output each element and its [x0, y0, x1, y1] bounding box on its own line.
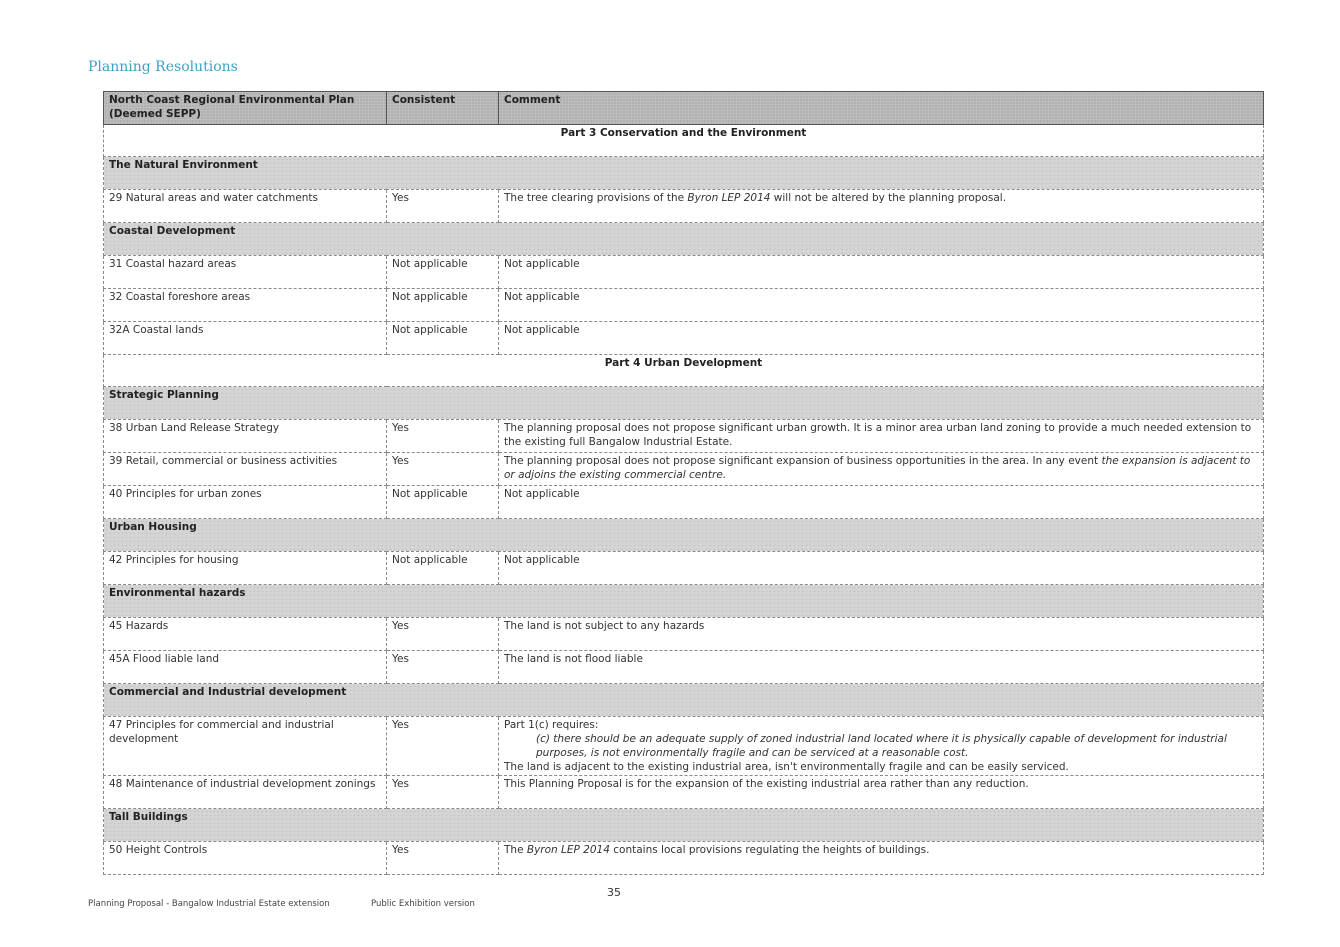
clause-cell: 32 Coastal foreshore areas — [104, 289, 387, 322]
consistent-cell: Yes — [387, 618, 499, 651]
consistent-cell: Yes — [387, 190, 499, 223]
clause-cell: 45 Hazards — [104, 618, 387, 651]
comment-conclusion: The land is adjacent to the existing industrial area, isn't environmentally fragile and can be easily serviced. — [504, 761, 1069, 773]
comment-cell: The planning proposal does not propose significant urban growth. It is a minor area urban land zoning to provide a much needed extension to the existing full Bangalow Industrial Estate. — [499, 420, 1264, 453]
footer-version: Public Exhibition version — [371, 899, 475, 909]
section-strategic-planning: Strategic Planning — [104, 387, 1264, 420]
consistent-cell: Yes — [387, 453, 499, 486]
clause-cell: 31 Coastal hazard areas — [104, 256, 387, 289]
clause-cell: 50 Height Controls — [104, 842, 387, 875]
part-3-heading: Part 3 Conservation and the Environment — [104, 125, 1264, 157]
consistent-cell: Not applicable — [387, 552, 499, 585]
table-row — [104, 190, 1264, 223]
comment-quote: (c) there should be an adequate supply of zoned industrial land located where it is physically capable of development for industrial purposes, is not environmentally fragile and can be serviced at a reasonable cost. — [536, 733, 1227, 759]
consistent-cell: Yes — [387, 776, 499, 809]
section-row — [104, 585, 1264, 618]
table-row — [104, 453, 1264, 486]
clause-cell: 39 Retail, commercial or business activities — [104, 453, 387, 486]
comment-cell: Not applicable — [499, 322, 1264, 355]
section-tall-buildings: Tall Buildings — [104, 809, 1264, 842]
consistent-cell: Not applicable — [387, 322, 499, 355]
header-consistent: Consistent — [387, 92, 499, 125]
comment-cell: The planning proposal does not propose significant expansion of business opportunities in the area. In any event the expansion is adjacent to or adjoins the existing commercial centre. — [499, 453, 1264, 486]
table-row — [104, 717, 1264, 776]
table-row — [104, 322, 1264, 355]
section-row — [104, 157, 1264, 190]
clause-cell: 42 Principles for housing — [104, 552, 387, 585]
section-row — [104, 684, 1264, 717]
table-row — [104, 776, 1264, 809]
table-row — [104, 618, 1264, 651]
clause-cell: 38 Urban Land Release Strategy — [104, 420, 387, 453]
clause-cell: 32A Coastal lands — [104, 322, 387, 355]
table-row — [104, 420, 1264, 453]
consistent-cell: Not applicable — [387, 289, 499, 322]
comment-cell — [499, 717, 1264, 776]
table-header-row — [104, 92, 1264, 125]
section-row — [104, 809, 1264, 842]
table-row — [104, 842, 1264, 875]
header-plan: North Coast Regional Environmental Plan (Deemed SEPP) — [104, 92, 387, 125]
consistent-cell: Yes — [387, 842, 499, 875]
comment-cell: Not applicable — [499, 552, 1264, 585]
comment-cell: The tree clearing provisions of the Byron LEP 2014 will not be altered by the planning proposal. — [499, 190, 1264, 223]
clause-cell: 40 Principles for urban zones — [104, 486, 387, 519]
part-heading-row — [104, 125, 1264, 157]
comment-cell: The Byron LEP 2014 contains local provisions regulating the heights of buildings. — [499, 842, 1264, 875]
part-4-heading: Part 4 Urban Development — [104, 355, 1264, 387]
consistent-cell: Not applicable — [387, 486, 499, 519]
table-row — [104, 651, 1264, 684]
consistent-cell: Not applicable — [387, 256, 499, 289]
section-row — [104, 387, 1264, 420]
section-commercial-industrial: Commercial and Industrial development — [104, 684, 1264, 717]
consistent-cell: Yes — [387, 651, 499, 684]
clause-cell: 45A Flood liable land — [104, 651, 387, 684]
table-row — [104, 256, 1264, 289]
comment-cell: The land is not flood liable — [499, 651, 1264, 684]
comment-cell: The land is not subject to any hazards — [499, 618, 1264, 651]
clause-cell: 29 Natural areas and water catchments — [104, 190, 387, 223]
part-heading-row — [104, 355, 1264, 387]
comment-cell: Not applicable — [499, 256, 1264, 289]
header-comment: Comment — [499, 92, 1264, 125]
table-row — [104, 289, 1264, 322]
page-title: Planning Resolutions — [88, 59, 238, 75]
clause-cell: 47 Principles for commercial and industrial development — [104, 717, 387, 776]
comment-cell: Not applicable — [499, 486, 1264, 519]
section-row — [104, 223, 1264, 256]
section-urban-housing: Urban Housing — [104, 519, 1264, 552]
page-number: 35 — [607, 886, 621, 899]
comment-cell: This Planning Proposal is for the expansion of the existing industrial area rather than any reduction. — [499, 776, 1264, 809]
consistent-cell: Yes — [387, 717, 499, 776]
footer-document-title: Planning Proposal - Bangalow Industrial Estate extension — [88, 899, 330, 909]
comment-cell: Not applicable — [499, 289, 1264, 322]
planning-resolutions-table — [103, 91, 1264, 875]
comment-requirement: Part 1(c) requires: — [504, 719, 599, 731]
section-environmental-hazards: Environmental hazards — [104, 585, 1264, 618]
table-row — [104, 552, 1264, 585]
section-natural-environment: The Natural Environment — [104, 157, 1264, 190]
table-row — [104, 486, 1264, 519]
consistent-cell: Yes — [387, 420, 499, 453]
section-row — [104, 519, 1264, 552]
clause-cell: 48 Maintenance of industrial development zonings — [104, 776, 387, 809]
section-coastal-development: Coastal Development — [104, 223, 1264, 256]
